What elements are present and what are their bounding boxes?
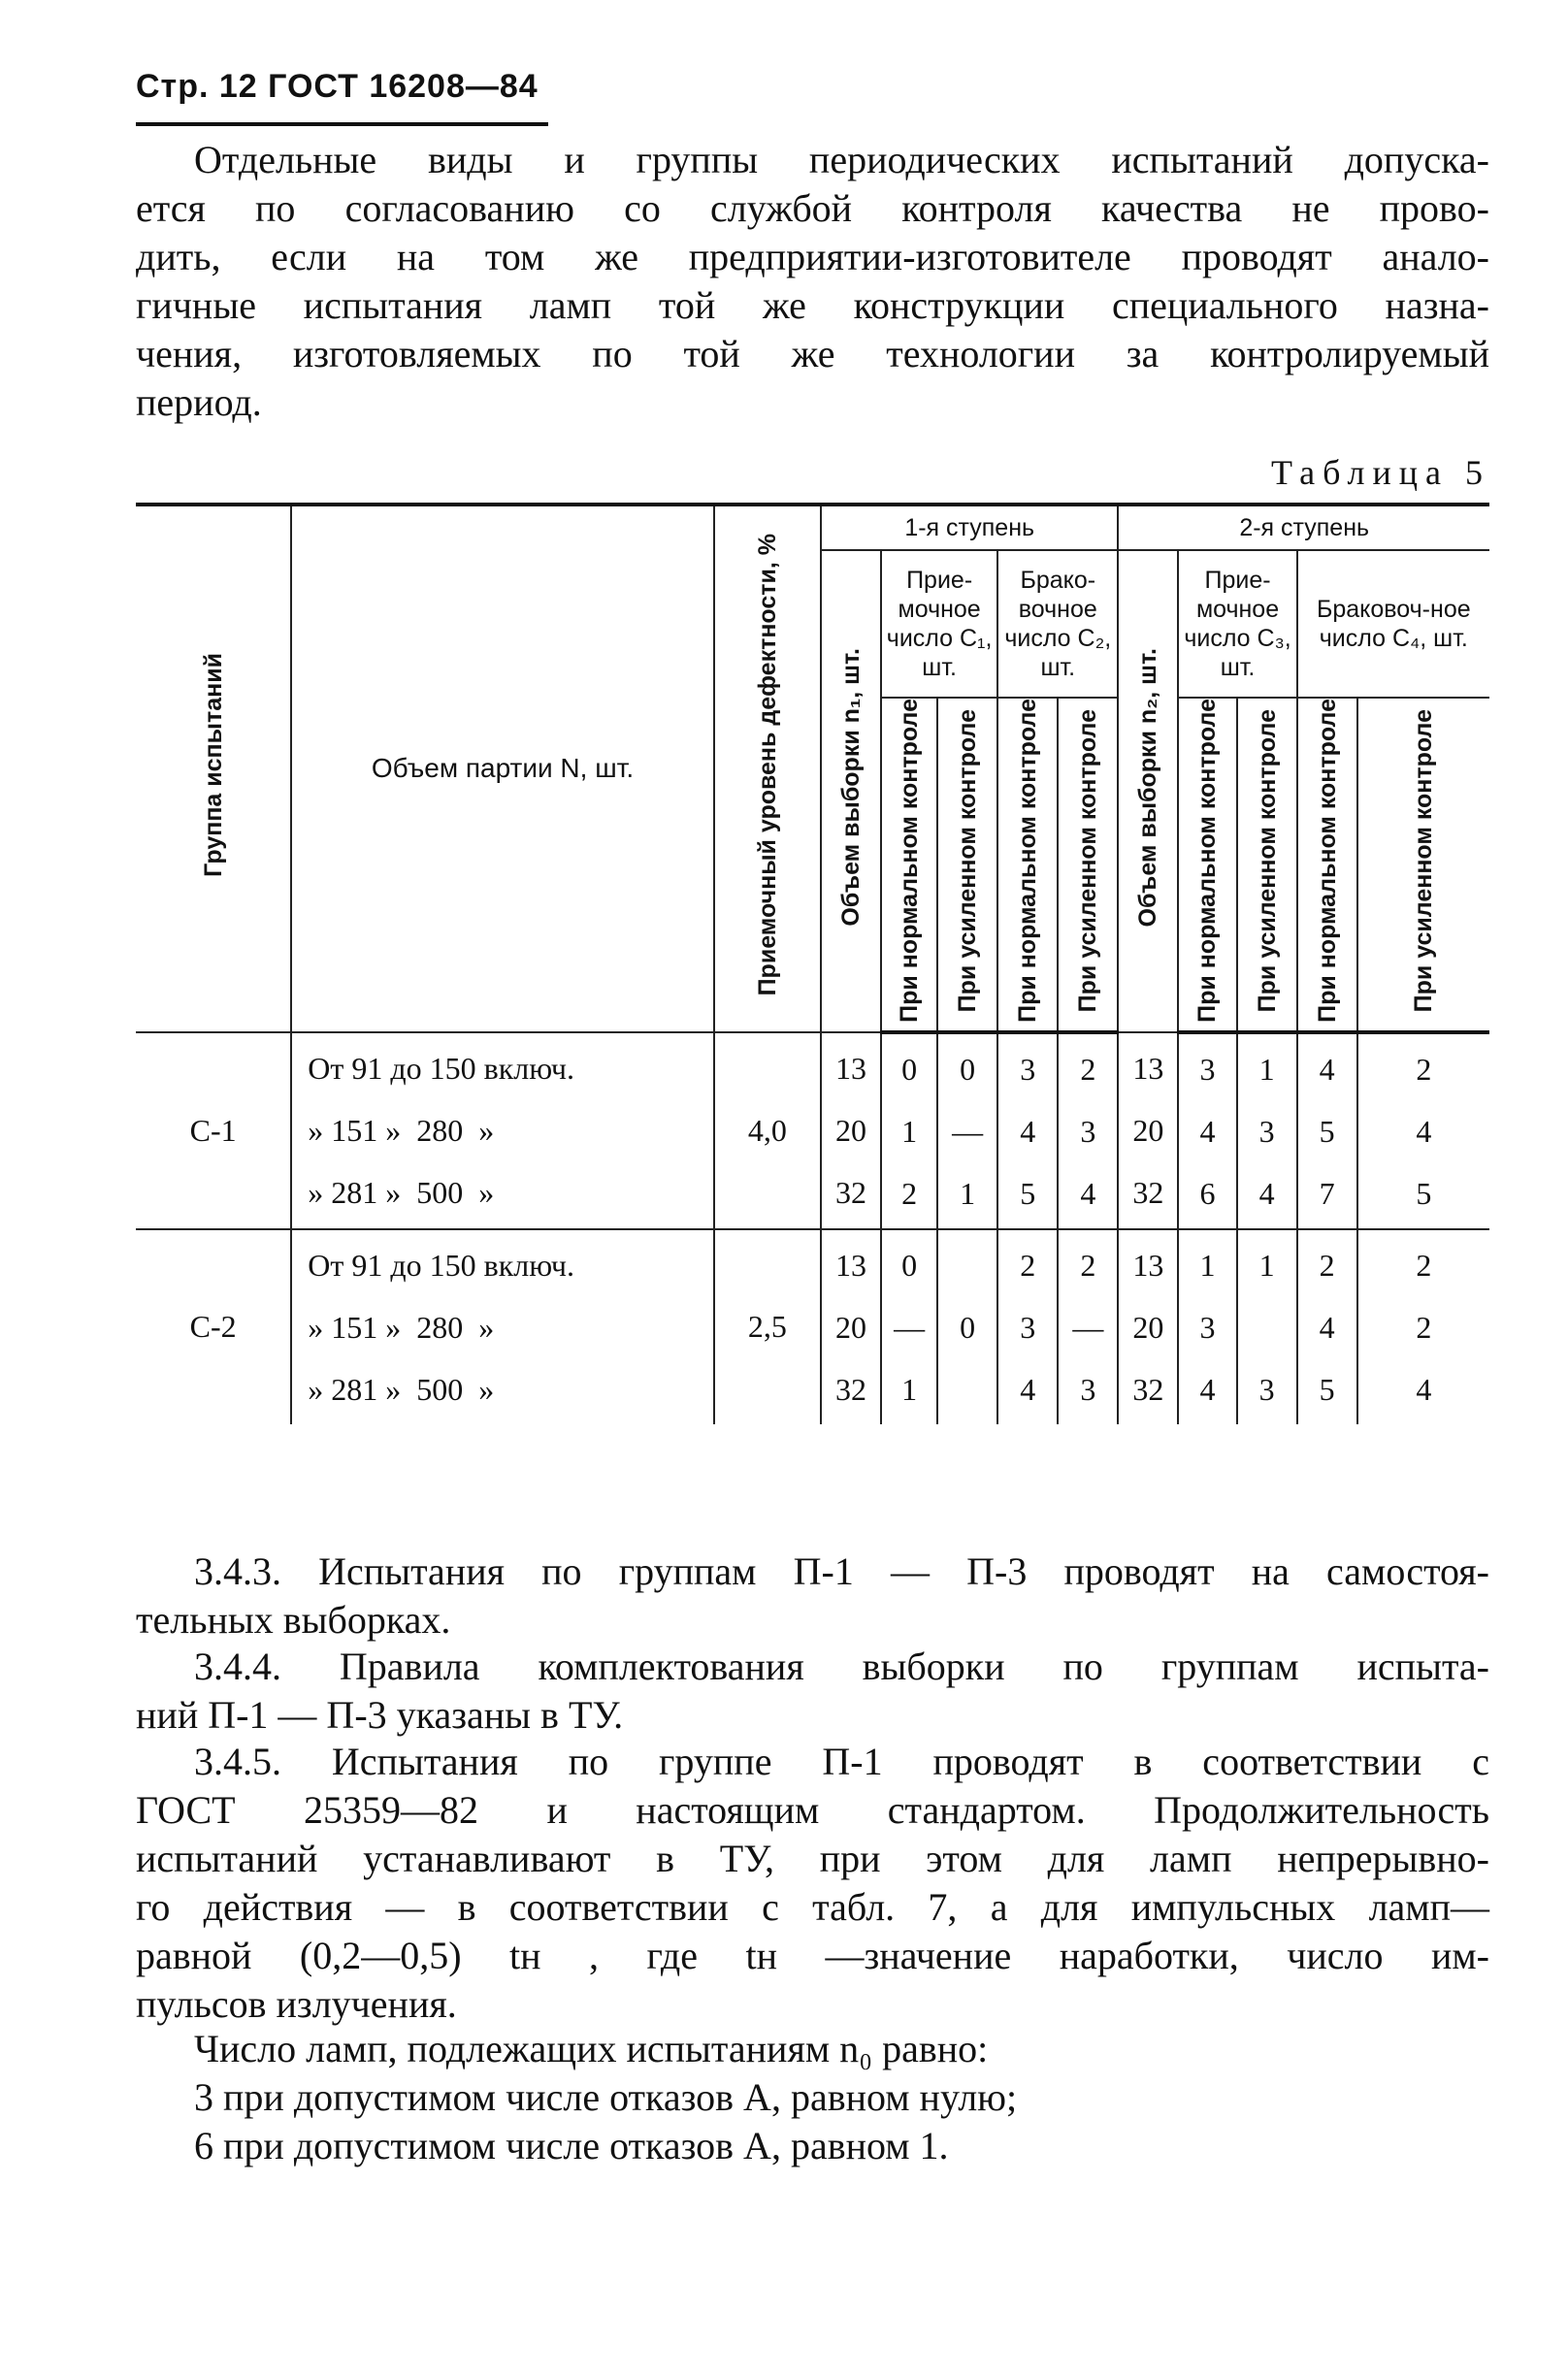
intro-line: ется по согласованию со службой контроля качества не прово- <box>136 186 1489 230</box>
aql-cell: 4,0 <box>714 1032 821 1229</box>
clause-3-4-5: 3.4.5. Испытания по группе П-1 проводят в соответствии с ГОСТ 25359—82 и настоящим стандартом. Продолжительность испытаний устанавливают в ТУ, при этом для ламп непрерывно- го действия — в соответствии с табл. 7, а для импульсных ламп— равной (0,2—0,5) tн , где tн —значение наработки, число им- пульсов излучения. <box>136 1740 1489 2026</box>
acceptance-table <box>136 503 1489 1424</box>
c4-tightened-cell: 2 4 5 <box>1357 1032 1489 1229</box>
c1-normal-cell: 0 — 1 <box>881 1229 937 1424</box>
group-cell: С-1 <box>136 1032 291 1229</box>
intro-line: дить, если на том же предприятии-изготовителе проводят анало- <box>136 235 1489 278</box>
header-c1-normal: При нормальном контроле <box>881 698 937 1032</box>
page-header: Стр. 12 ГОСТ 16208—84 <box>136 68 539 105</box>
c4-normal-cell: 2 4 5 <box>1297 1229 1357 1424</box>
c1-tightened-cell: 0 — 1 <box>937 1032 997 1229</box>
intro-line: Отдельные виды и группы периодических испытаний допуска- <box>194 138 1489 181</box>
header-c4-normal: При нормальном контроле <box>1297 698 1357 1032</box>
c3-tightened-cell: 1 3 4 <box>1237 1032 1297 1229</box>
c2-tightened-cell: 2 3 4 <box>1058 1032 1118 1229</box>
c3-tightened-cell: 1 3 <box>1237 1229 1297 1424</box>
intro-line: гичные испытания ламп той же конструкции специального назна- <box>136 283 1489 327</box>
n1-cell: 13 20 32 <box>821 1229 881 1424</box>
table-row-c1 <box>136 1032 1489 1229</box>
c2-normal-cell: 3 4 5 <box>997 1032 1058 1229</box>
c2-tightened-cell: 2 — 3 <box>1058 1229 1118 1424</box>
intro-line: чения, изготовляемых по той же технологии за контролируемый <box>136 332 1489 375</box>
header-c3-normal: При нормальном контроле <box>1178 698 1236 1032</box>
header-c2-tightened: При усиленном контроле <box>1058 698 1118 1032</box>
clause-3-4-4: 3.4.4. Правила комплектования выборки по группам испыта- ний П-1 — П-3 указаны в ТУ. <box>136 1645 1489 1737</box>
header-stage2: 2-я ступень <box>1118 505 1489 550</box>
sample-count-one-failure: 6 при допустимом числе отказов A, равном 1. <box>194 2124 949 2167</box>
lot-cell: От 91 до 150 включ. » 151 » 280 » » 281 » 500 » <box>291 1229 714 1424</box>
sample-count-intro: Число ламп, подлежащих испытаниям n₀ равно: <box>194 2027 989 2070</box>
table-row-c2 <box>136 1229 1489 1424</box>
header-group: Группа испытаний <box>136 505 291 1032</box>
intro-line: период. <box>136 380 262 424</box>
sample-count-zero-failures: 3 при допустимом числе отказов A, равном нулю; <box>194 2075 1018 2119</box>
header-n2: Объем выборки n₂, шт. <box>1118 550 1178 1032</box>
header-c2: Брако-вочное число C₂, шт. <box>997 550 1118 698</box>
aql-cell: 2,5 <box>714 1229 821 1424</box>
n2-cell: 13 20 32 <box>1118 1032 1178 1229</box>
header-c3-tightened: При усиленном контроле <box>1237 698 1297 1032</box>
c3-normal-cell: 1 3 4 <box>1178 1229 1236 1424</box>
clause-3-4-3: 3.4.3. Испытания по группам П-1 — П-3 проводят на самостоя- тельных выборках. <box>136 1549 1489 1642</box>
header-lot: Объем партии N, шт. <box>291 505 714 1032</box>
c1-normal-cell: 0 1 2 <box>881 1032 937 1229</box>
n2-cell: 13 20 32 <box>1118 1229 1178 1424</box>
header-stage1: 1-я ступень <box>821 505 1118 550</box>
c2-normal-cell: 2 3 4 <box>997 1229 1058 1424</box>
table-caption: Таблица 5 <box>1271 453 1490 492</box>
header-c1: Прие-мочное число C₁, шт. <box>881 550 997 698</box>
header-c4-tightened: При усиленном контроле <box>1357 698 1489 1032</box>
header-c1-tightened: При усиленном контроле <box>937 698 997 1032</box>
c4-normal-cell: 4 5 7 <box>1297 1032 1357 1229</box>
header-c2-normal: При нормальном контроле <box>997 698 1058 1032</box>
c4-tightened-cell: 2 2 4 <box>1357 1229 1489 1424</box>
c3-normal-cell: 3 4 6 <box>1178 1032 1236 1229</box>
header-aql: Приемочный уровень дефектности, % <box>714 505 821 1032</box>
n1-cell: 13 20 32 <box>821 1032 881 1229</box>
sample-count-block <box>136 2025 1489 2170</box>
header-c4: Браковоч-ное число C₄, шт. <box>1297 550 1489 698</box>
header-n1: Объем выборки n₁, шт. <box>821 550 881 1032</box>
header-rule <box>136 122 548 126</box>
header-c3: Прие-мочное число C₃, шт. <box>1178 550 1296 698</box>
intro-paragraph <box>136 136 1489 427</box>
c1-tightened-cell: 0 <box>937 1229 997 1424</box>
group-cell: С-2 <box>136 1229 291 1424</box>
lot-cell: От 91 до 150 включ. » 151 » 280 » » 281 » 500 » <box>291 1032 714 1229</box>
